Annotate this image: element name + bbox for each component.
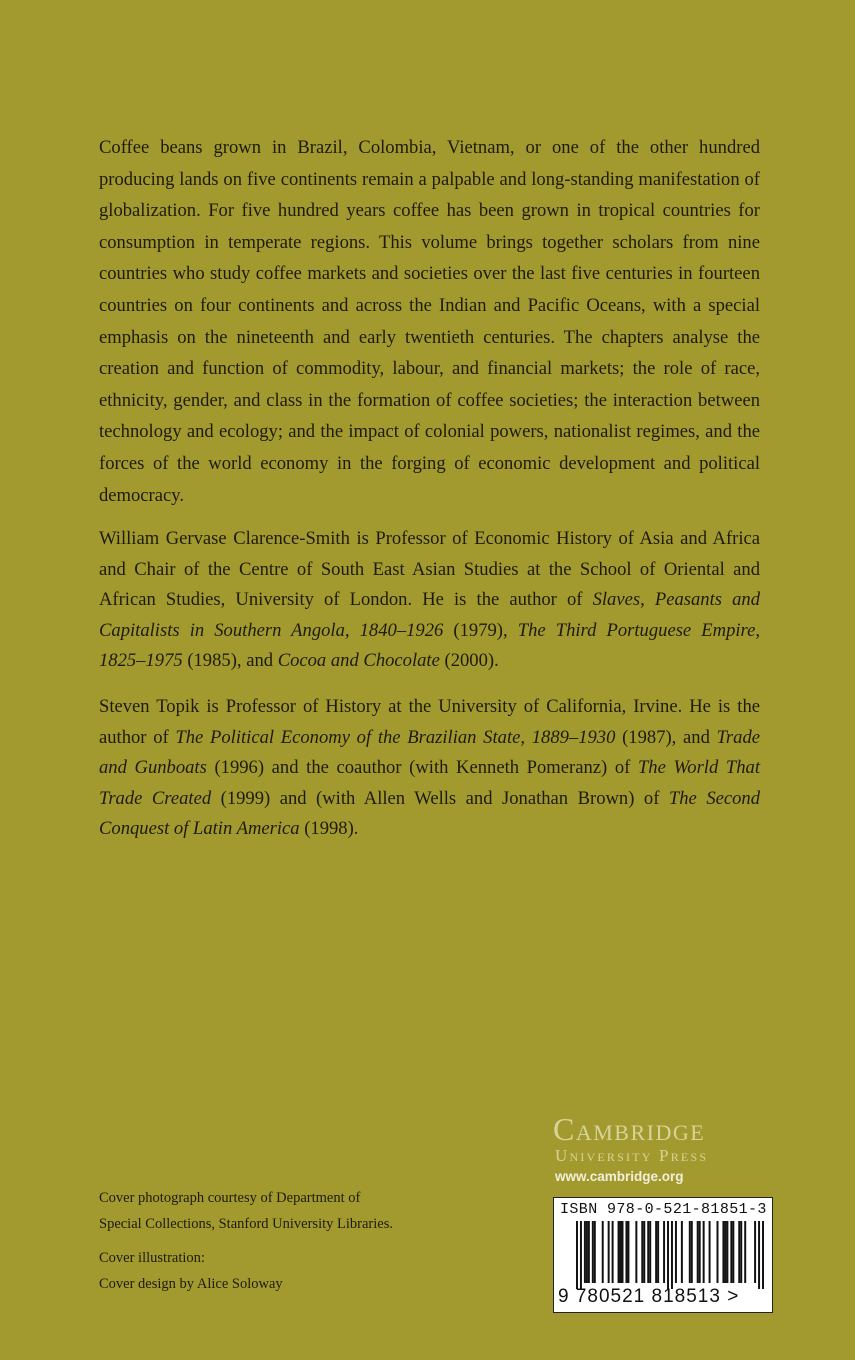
barcode-bar [671, 1221, 673, 1289]
barcode-bar [576, 1221, 578, 1289]
back-cover-blurb: Coffee beans grown in Brazil, Colombia, Vietnam, or one of the other hundred producing lands on five continents remain a palpable and long-standing manifestation of globalization. For five hundred years coffee has been grown in tropical countries for consumption in temperate regions. This volume brings together scholars from nine countries who study coffee markets and societies over the last five centuries in fourteen countries on four continents and across the Indian and Pacific Oceans, with a special emphasis on the nineteenth and early twentieth centuries. The chapters analyse the creation and function of commodity, labour, and financial markets; the role of race, ethnicity, gender, and class in the formation of coffee societies; the interaction between technology and ecology; and the impact of colonial powers, nationalist regimes, and the forces of the world economy in the forging of economic development and political democracy. [99, 137, 760, 506]
publisher-subtitle: University Press [555, 1146, 709, 1165]
book-title: The World That Trade Created [99, 757, 760, 809]
barcode-bar [622, 1221, 624, 1283]
bio-text: (1996) and the coauthor (with Kenneth Pomeranz) of [206, 757, 638, 778]
barcode-bar [738, 1221, 740, 1283]
barcode-bar [592, 1221, 594, 1283]
bio-text: (1998). [299, 818, 359, 839]
barcode-bar [697, 1221, 699, 1283]
barcode-bar [730, 1221, 732, 1283]
barcode-bar [758, 1221, 760, 1289]
barcode-bar [620, 1221, 622, 1283]
barcode-bar [608, 1221, 610, 1283]
design-credit: Cover design by Alice Soloway [99, 1276, 283, 1292]
barcode-bar [657, 1221, 659, 1283]
barcode-bar [594, 1221, 596, 1283]
barcode-bar [663, 1221, 665, 1283]
barcode-bar [724, 1221, 726, 1283]
bio-text: (1999) and (with Allen Wells and Jonathan Brown) of [211, 787, 669, 809]
barcode-bar [580, 1221, 582, 1289]
barcode-bar [689, 1221, 691, 1283]
barcode-bar [643, 1221, 645, 1283]
barcode-bar [667, 1221, 669, 1289]
barcode-bar [586, 1221, 588, 1283]
barcode-bar [717, 1221, 719, 1283]
barcode-bar [703, 1221, 705, 1283]
author-bio-topik [99, 692, 760, 845]
barcode-bar [627, 1221, 629, 1283]
barcode-bar [675, 1221, 677, 1283]
isbn-barcode [553, 1197, 773, 1313]
book-title: Trade and Gunboats [99, 726, 761, 778]
barcode-bar [762, 1221, 764, 1289]
bio-text: William Gervase Clarence-Smith is Professor of Economic History of Asia and Africa and Chair of the Centre of South East Asian Studies at the School of Oriental and African Studies, University of London. He is the author of [99, 528, 760, 610]
book-title: The Political Economy of the Brazilian State, 1889–1930 [175, 726, 616, 748]
illustration-credit: Cover illustration: [99, 1250, 205, 1266]
barcode-bars [576, 1221, 764, 1289]
bio-text: (2000). [439, 650, 499, 671]
publisher-name: Cambridge [553, 1111, 706, 1147]
barcode-bar [618, 1221, 620, 1283]
barcode-bar [732, 1221, 734, 1283]
publisher-logo [553, 1112, 773, 1184]
barcode-bar [635, 1221, 637, 1283]
barcode-bar [681, 1221, 683, 1283]
bio-text: Steven Topik is Professor of History at the University of California, Irvine. He is the author of [99, 696, 760, 748]
barcode-bar [625, 1221, 627, 1283]
book-title: Cocoa and Chocolate [277, 650, 440, 671]
bio-text: (1985), and [182, 650, 278, 671]
book-title: The Second Conquest of Latin America [99, 787, 761, 839]
barcode-bar [649, 1221, 651, 1283]
barcode-bar [754, 1221, 756, 1283]
barcode-bar [655, 1221, 657, 1283]
cover-credits [99, 1185, 399, 1297]
publisher-website: www.cambridge.org [555, 1169, 684, 1184]
book-title: The Third Portuguese Empire, 1825–1975 [99, 619, 760, 671]
barcode-bar [744, 1221, 746, 1283]
bio-text: (1979), [443, 619, 518, 641]
barcode-bar [584, 1221, 586, 1283]
barcode-bar [726, 1221, 728, 1283]
barcode-bar [602, 1221, 604, 1283]
barcode-bar [740, 1221, 742, 1283]
barcode-bar [722, 1221, 724, 1283]
barcode-digits: 9 780521 818513 > [558, 1286, 740, 1307]
barcode-bar [691, 1221, 693, 1283]
barcode-bar [699, 1221, 701, 1283]
barcode-bar [647, 1221, 649, 1283]
book-title: Slaves, Peasants and Capitalists in Southern Angola, 1840–1926 [99, 589, 760, 641]
barcode-bar [641, 1221, 643, 1283]
barcode-bar [612, 1221, 614, 1283]
isbn-label: ISBN 978-0-521-81851-3 [560, 1201, 767, 1218]
photo-credit: Cover photograph courtesy of Department of Special Collections, Stanford University Libraries. [99, 1190, 393, 1232]
barcode-bar [588, 1221, 590, 1283]
barcode-bar [709, 1221, 711, 1283]
author-bio-clarence-smith [99, 524, 760, 677]
bio-text: (1987), and [615, 726, 717, 748]
